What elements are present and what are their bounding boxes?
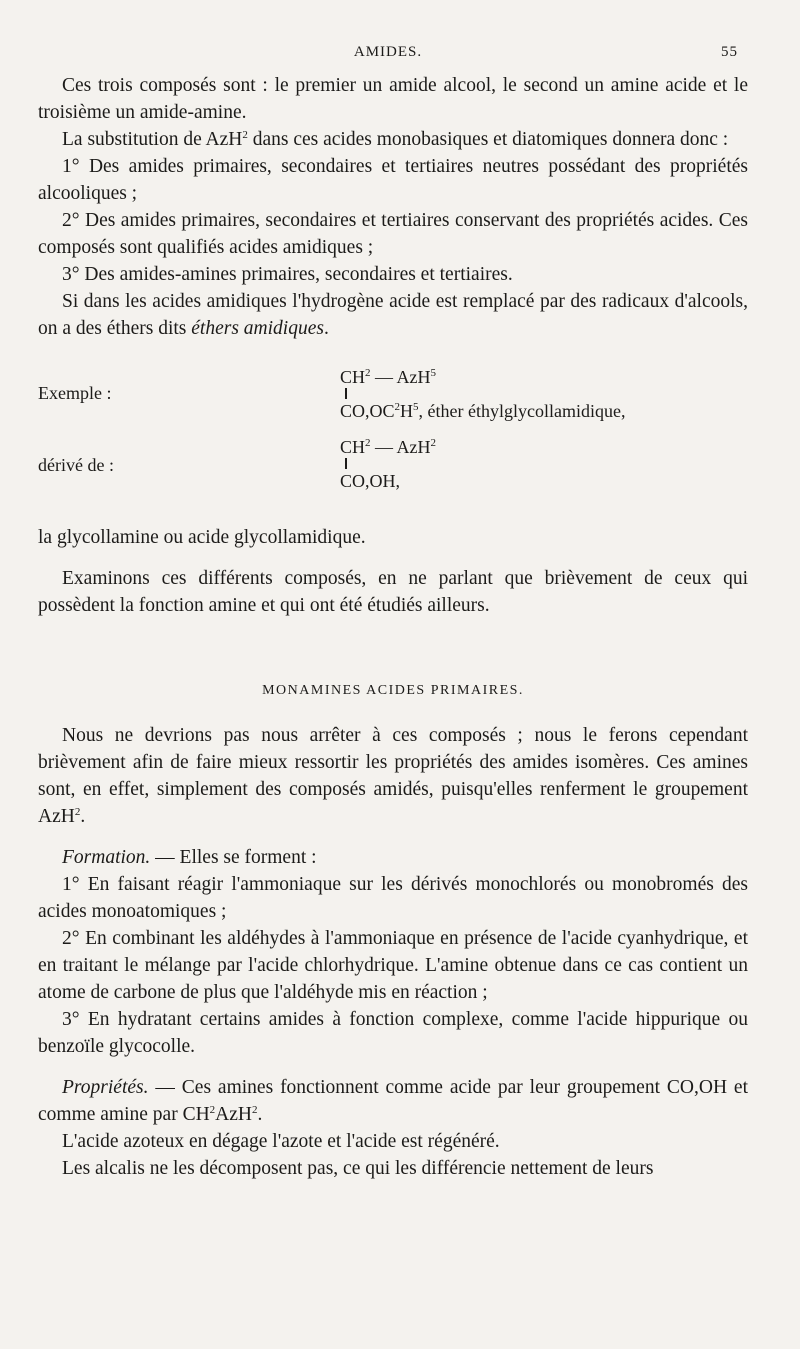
page-number: 55 <box>721 44 738 60</box>
ex-l2-sup2: 5 <box>413 401 419 413</box>
ex-l2-a: CO,OC <box>340 401 395 421</box>
paragraph-8: Examinons ces différents composés, en ne parlant que brièvement de ceux qui possèdent la fonction amine et qui ont été étudiés ailleurs. <box>38 568 748 616</box>
spacer <box>38 619 748 677</box>
spacer <box>38 830 748 844</box>
paragraph-11: 2° En combinant les aldéhydes à l'ammoniaque en présence de l'acide cyanhydrique, et en traitant le mélange par l'acide chlorhydrique. L'amine obtenue dans ce cas contient un atome de carbone de plus que l'aldéhyde mis en réaction ; <box>38 928 748 1003</box>
spacer <box>38 1060 748 1074</box>
paragraph-5: 3° Des amides-amines primaires, secondaires et tertiaires. <box>62 264 513 285</box>
paragraph-13-text-c: . <box>257 1104 263 1125</box>
ex-l1-sup2: 5 <box>430 367 437 379</box>
paragraph-6 <box>38 288 748 342</box>
derived-formula-line-1 <box>340 434 436 461</box>
running-title: AMIDES. <box>353 44 423 60</box>
spacer <box>38 551 748 565</box>
paragraph-1: Ces trois composés sont : le premier un amide alcool, le second un amine acide et le troisième un amide-amine. <box>38 75 748 123</box>
ex-l2-c: , éther éthylglycollamidique, <box>418 401 626 421</box>
paragraph-13-text-b: AzH <box>215 1104 252 1125</box>
paragraph-6-text-a: Si dans les acides amidiques l'hydrogène acide est remplacé par des radicaux d'alcools, on a des éthers dits <box>38 291 748 339</box>
formation-label: Formation. <box>62 847 151 868</box>
ex-l2-sup1: 2 <box>394 401 401 413</box>
paragraph-13-text-a: — Ces amines fonctionnent comme acide par leur groupement CO,OH et comme amine par CH <box>38 1077 748 1125</box>
paragraph-6-emphasis: éthers amidiques <box>191 318 324 339</box>
ex-l2-b: H <box>400 401 414 421</box>
derived-formula-line-2: CO,OH, <box>340 471 401 491</box>
paragraph-7: la glycollamine ou acide glycollamidique. <box>38 527 366 548</box>
formation-paragraph <box>38 844 748 871</box>
derived-label: dérivé de : <box>38 455 114 475</box>
ex-l1-sup1: 2 <box>365 367 371 379</box>
paragraph-6-text-b: . <box>323 318 329 339</box>
example-label: Exemple : <box>38 383 112 403</box>
paragraph-15: Les alcalis ne les décomposent pas, ce qui les différencie nettement de leurs <box>62 1158 654 1179</box>
example-formula-line-2 <box>340 398 625 425</box>
paragraph-13-sup1: 2 <box>209 1104 216 1116</box>
example-formula-line-1 <box>340 364 436 391</box>
paragraph-3: 1° Des amides primaires, secondaires et tertiaires neutres possédant des propriétés alcooliques ; <box>38 156 748 204</box>
ex-l1-a: CH <box>340 367 366 387</box>
paragraph-10: 1° En faisant réagir l'ammoniaque sur les dérivés monochlorés ou monobromés des acides monoatomiques ; <box>38 874 748 922</box>
spacer <box>38 704 748 722</box>
properties-paragraph <box>38 1074 748 1128</box>
der-l1-a: CH <box>340 437 366 457</box>
der-l1-sup1: 2 <box>365 437 371 449</box>
paragraph-2-text-a: La substitution de AzH <box>62 129 243 150</box>
paragraph-9-text-a: Nous ne devrions pas nous arrêter à ces composés ; nous le ferons cependant brièvement afin de faire mieux ressortir les propriétés des amides isomères. Ces amines sont, en effet, simplement des composés amidés, puisqu'elles renferment le groupement AzH <box>38 725 748 827</box>
paragraph-13-sup2: 2 <box>251 1104 258 1116</box>
der-l1-b: — AzH <box>370 437 431 457</box>
paragraph-12: 3° En hydratant certains amides à fonction complexe, comme l'acide hippurique ou benzoïle glycocolle. <box>38 1009 748 1057</box>
paragraph-2-sup: 2 <box>242 129 248 141</box>
paragraph-14: L'acide azoteux en dégage l'azote et l'acide est régénéré. <box>62 1131 500 1152</box>
properties-label: Propriétés. <box>62 1077 149 1098</box>
paragraph-9-sup: 2 <box>74 806 81 818</box>
page-header <box>38 44 738 68</box>
page-body <box>38 72 748 1182</box>
ex-l1-b: — AzH <box>370 367 431 387</box>
formation-text: — Elles se forment : <box>150 847 317 868</box>
section-heading: MONAMINES ACIDES PRIMAIRES. <box>262 683 524 698</box>
formula-block <box>38 342 748 524</box>
paragraph-4: 2° Des amides primaires, secondaires et tertiaires conservant des propriétés acides. Ces composés sont qualifiés acides amidiques ; <box>38 210 748 258</box>
paragraph-2 <box>38 126 748 153</box>
paragraph-9-text-b: . <box>80 806 86 827</box>
paragraph-2-text-b: dans ces acides monobasiques et diatomiques donnera donc : <box>247 129 729 150</box>
paragraph-9 <box>38 722 748 830</box>
der-l1-sup2: 2 <box>430 437 437 449</box>
